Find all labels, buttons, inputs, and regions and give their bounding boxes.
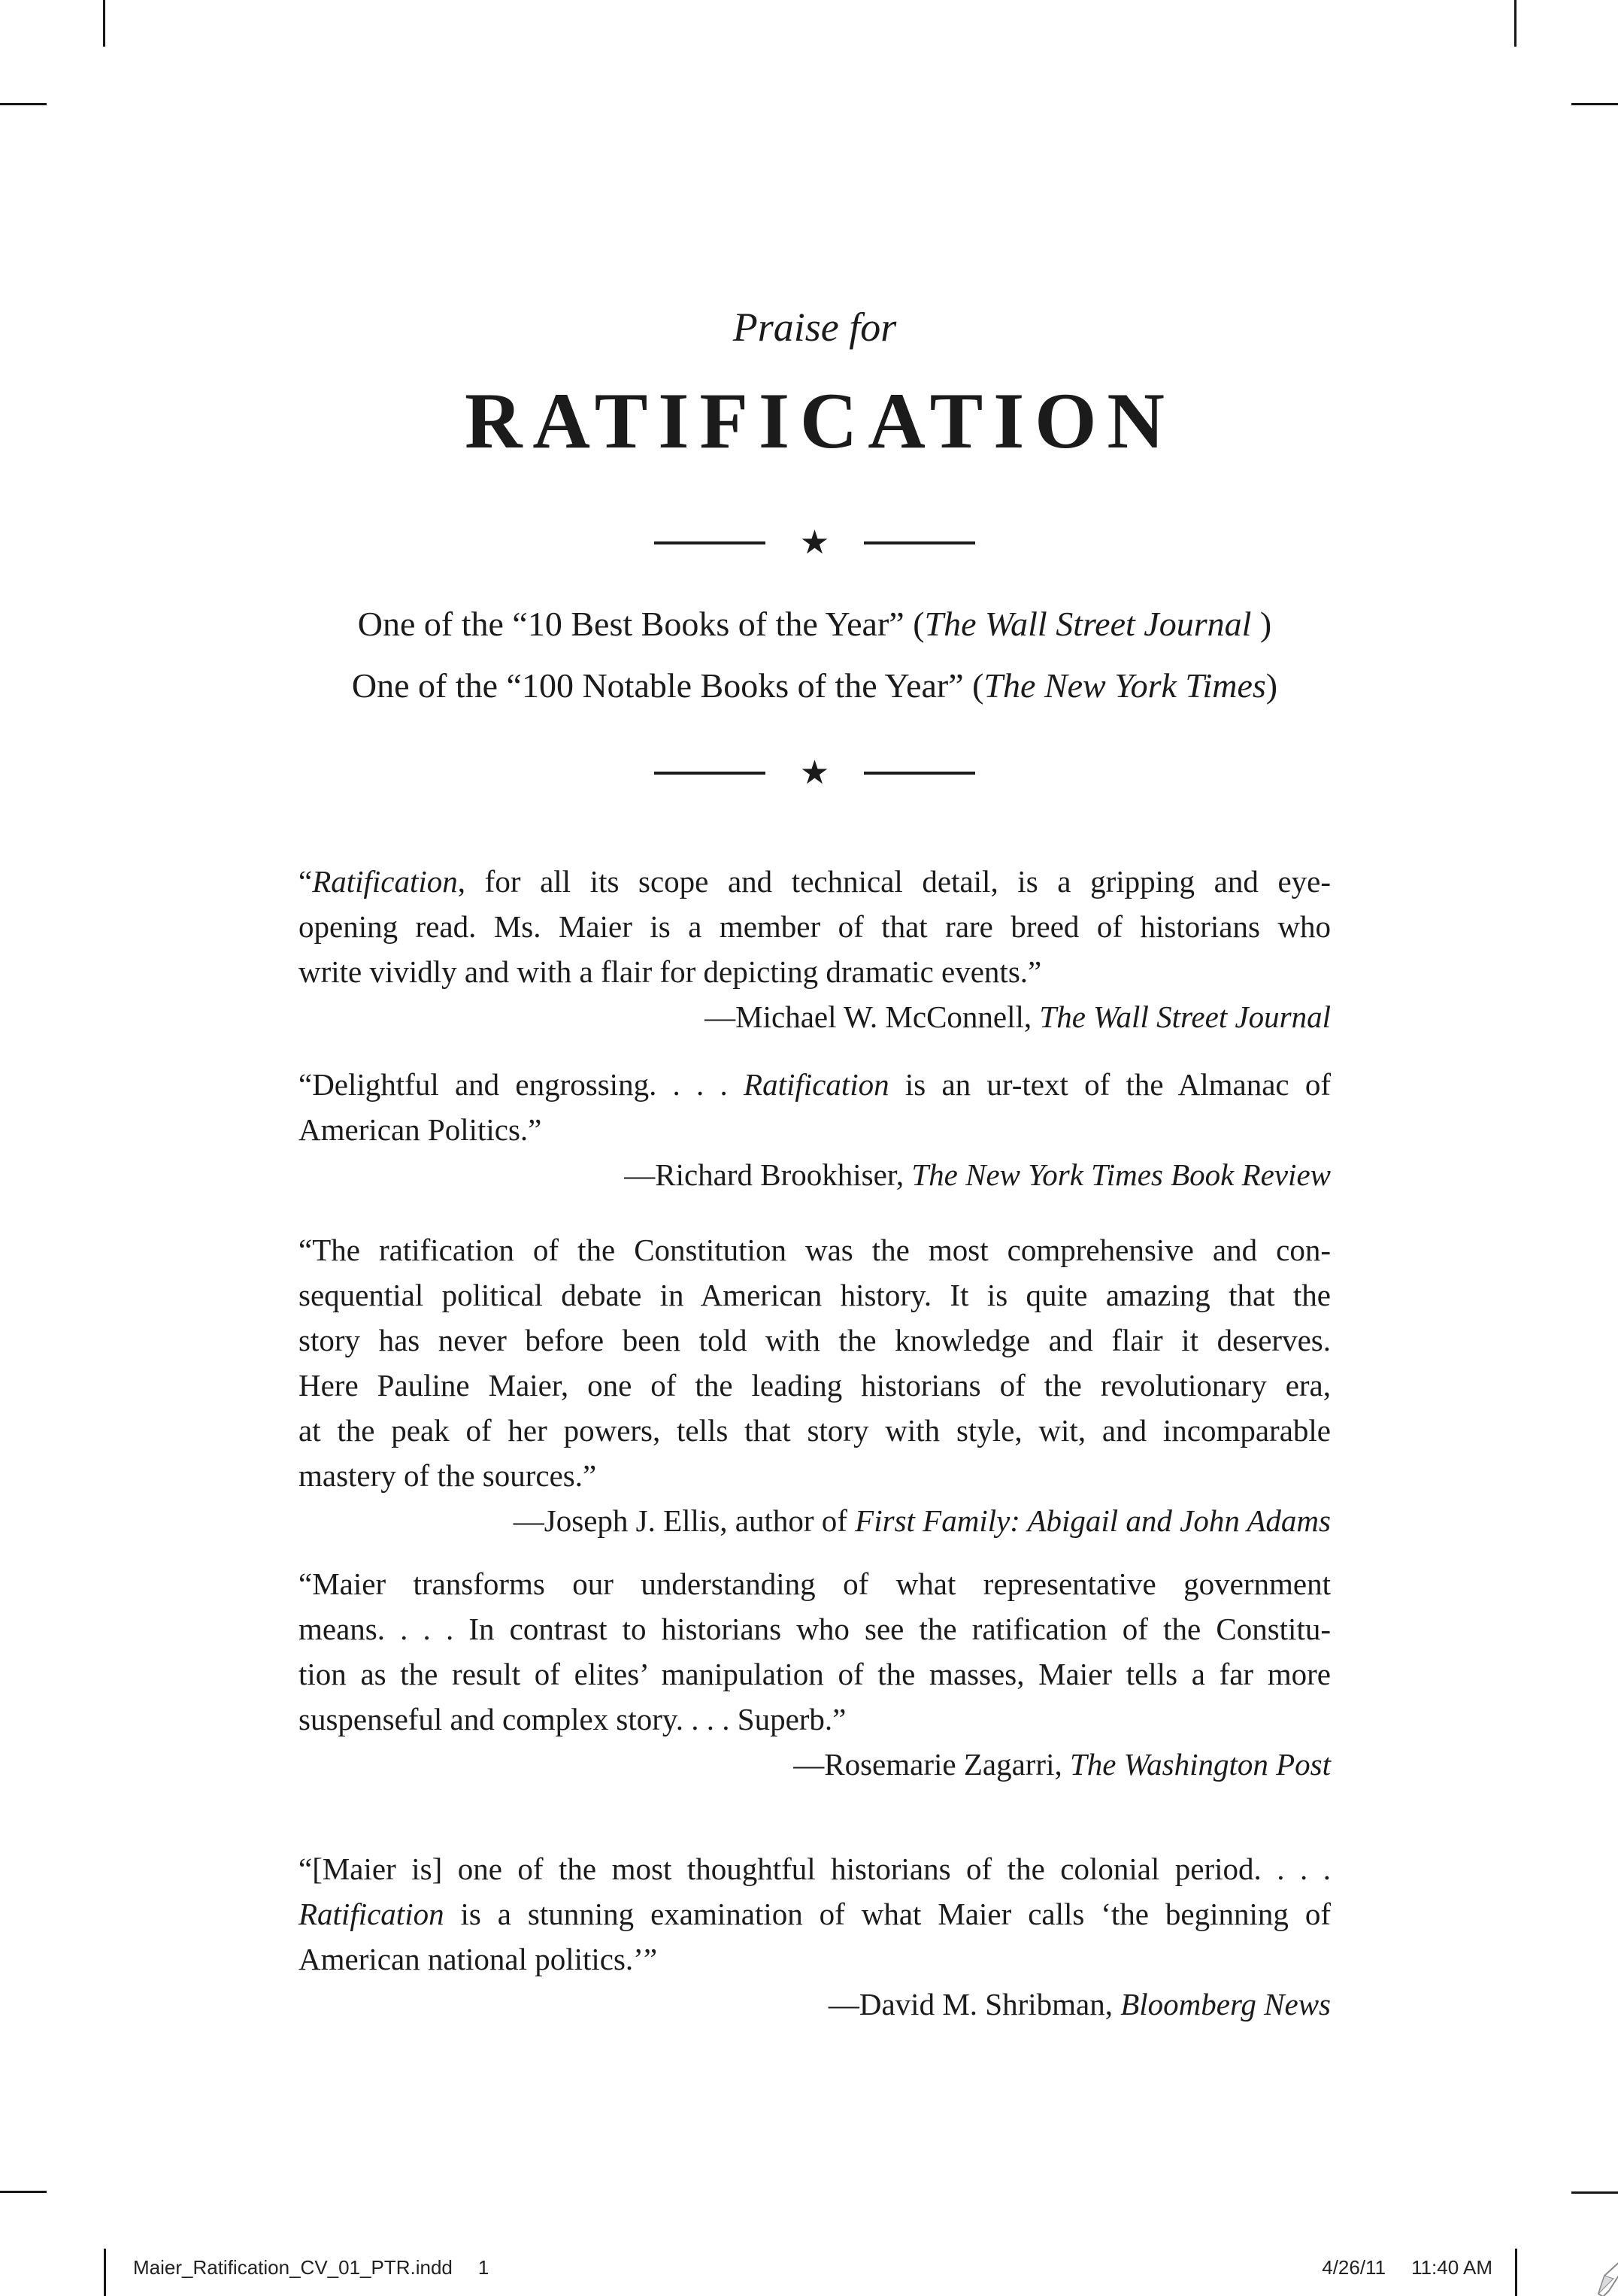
quote-line <box>298 1651 1331 1697</box>
italic-text: Ratification <box>312 864 458 899</box>
crop-mark-bottom-left-horizontal <box>0 2191 47 2193</box>
italic-text: Ratification <box>744 1067 889 1102</box>
crop-mark-bottom-left-vertical <box>104 2249 106 2296</box>
italic-text: The New York Times Book Review <box>911 1157 1331 1192</box>
quote-line <box>298 1107 1331 1152</box>
quote-attribution <box>298 1152 1331 1197</box>
text: mastery of the sources.” <box>298 1458 597 1493</box>
divider-rule-right <box>864 772 975 775</box>
text: One of the “10 Best Books of the Year” ( <box>357 605 925 643</box>
book-title: RATIFICATION <box>465 377 1175 465</box>
text: opening read. Ms. Maier is a member of that rare breed of historians who <box>298 909 1331 944</box>
divider-rule-left <box>654 772 765 775</box>
slug-right <box>1322 2255 1492 2280</box>
quote-line <box>298 1891 1331 1937</box>
quote-line <box>298 1318 1331 1363</box>
quote-line <box>298 1227 1331 1272</box>
text: ) <box>1251 605 1272 643</box>
italic-text: The New York Times <box>983 666 1266 705</box>
accolade-line <box>298 602 1331 647</box>
italic-text: The Wall Street Journal <box>1039 999 1331 1034</box>
crop-mark-top-left-horizontal <box>0 103 47 105</box>
star-icon: ★ <box>799 754 830 791</box>
crop-mark-bottom-right-vertical <box>1515 2249 1517 2296</box>
text: One of the “100 Notable Books of the Year” ( <box>351 666 984 705</box>
quote-block <box>298 859 1331 1039</box>
quote-line <box>298 1561 1331 1606</box>
text: —David M. Shribman, <box>828 1987 1121 2022</box>
footer-date: 4/26/11 <box>1322 2256 1386 2279</box>
crop-mark-top-right-horizontal <box>1571 103 1618 105</box>
star-divider <box>298 526 1331 560</box>
quote-line <box>298 1846 1331 1891</box>
text: “Delightful and engrossing. . . . <box>298 1067 744 1102</box>
quote-attribution <box>298 1498 1331 1543</box>
star-icon: ★ <box>799 524 830 561</box>
footer-time: 11:40 AM <box>1411 2256 1492 2279</box>
quote-line <box>298 949 1331 994</box>
footer-page-number: 1 <box>477 2256 489 2279</box>
text: —Joseph J. Ellis, author of <box>513 1503 856 1538</box>
star-divider <box>298 754 1331 791</box>
text: “ <box>298 864 313 899</box>
text: —Michael W. McConnell, <box>704 999 1040 1034</box>
crop-mark-top-left-vertical <box>103 0 105 47</box>
text: is a stunning examination of what Maier calls ‘the beginning of <box>444 1897 1331 1931</box>
italic-text: Bloomberg News <box>1120 1987 1331 2022</box>
italic-text: Ratification <box>298 1897 444 1931</box>
text: —Richard Brookhiser, <box>624 1157 912 1192</box>
divider-rule-left <box>654 541 765 544</box>
italic-text: First Family: Abigail and John Adams <box>855 1503 1331 1538</box>
quote-line <box>298 1272 1331 1318</box>
quote-attribution <box>298 1982 1331 2027</box>
quote-line <box>298 1937 1331 1982</box>
text: write vividly and with a flair for depicting dramatic events.” <box>298 954 1042 989</box>
divider-rule-right <box>864 541 975 544</box>
text: American national politics.’” <box>298 1942 658 1976</box>
quote-line <box>298 1697 1331 1742</box>
quote-block <box>298 1062 1331 1197</box>
text: sequential political debate in American history. It is quite amazing that the <box>298 1278 1331 1312</box>
quote-line <box>298 1408 1331 1453</box>
text: “Maier transforms our understanding of what representative government <box>298 1567 1331 1601</box>
quote-block <box>298 1846 1331 2027</box>
text-column <box>298 0 1331 2296</box>
praise-for-label: Praise for <box>732 305 897 350</box>
quote-attribution <box>298 994 1331 1039</box>
text: , for all its scope and technical detail, is a gripping and eye- <box>457 864 1331 899</box>
text: Here Pauline Maier, one of the leading historians of the revolutionary era, <box>298 1368 1331 1403</box>
quote-line <box>298 1606 1331 1651</box>
quote-block <box>298 1227 1331 1543</box>
quote-block <box>298 1561 1331 1787</box>
text: “The ratification of the Constitution was the most comprehensive and con- <box>298 1233 1331 1267</box>
text: is an ur-text of the Almanac of <box>889 1067 1331 1102</box>
quote-line <box>298 859 1331 904</box>
mouse-cursor-icon <box>1570 2247 1618 2296</box>
quote-line <box>298 1453 1331 1498</box>
quote-attribution <box>298 1742 1331 1787</box>
text: at the peak of her powers, tells that story with style, wit, and incomparable <box>298 1413 1331 1448</box>
text: means. . . . In contrast to historians who see the ratification of the Constitu- <box>298 1612 1331 1646</box>
footer-filename: Maier_Ratification_CV_01_PTR.indd <box>133 2256 453 2279</box>
crop-mark-top-right-vertical <box>1514 0 1516 47</box>
text: —Rosemarie Zagarri, <box>793 1747 1070 1782</box>
crop-mark-bottom-right-horizontal <box>1571 2191 1618 2194</box>
quote-line <box>298 1363 1331 1408</box>
slug-left <box>133 2255 489 2280</box>
text: suspenseful and complex story. . . . Superb.” <box>298 1702 847 1736</box>
italic-text: The Washington Post <box>1069 1747 1331 1782</box>
italic-text: The Wall Street Journal <box>924 605 1252 643</box>
accolade-line <box>298 663 1331 708</box>
text: American Politics.” <box>298 1112 542 1147</box>
text: tion as the result of elites’ manipulation of the masses, Maier tells a far more <box>298 1657 1331 1691</box>
quote-line <box>298 904 1331 949</box>
quote-line <box>298 1062 1331 1107</box>
text: story has never before been told with the knowledge and flair it deserves. <box>298 1323 1331 1357</box>
text: “[Maier is] one of the most thoughtful historians of the colonial period. . . . <box>298 1852 1331 1886</box>
text: ) <box>1265 666 1278 705</box>
